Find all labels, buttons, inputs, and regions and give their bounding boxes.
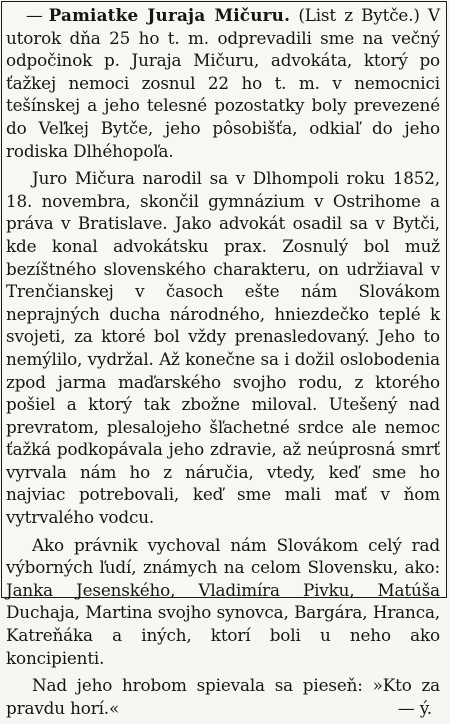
heading-dash: — (26, 5, 43, 25)
article-column (6, 4, 440, 724)
article-paragraph-4: Nad jeho hrobom spievala sa pieseň: »Kto za pravdu horí.« (6, 675, 440, 718)
article-headline: Pamiatke Juraja Mičuru. (48, 5, 291, 25)
article-paragraph-2: Juro Mičura narodil sa v Dlhompoli roku 1852, 18. novembra, skončil gymnázium v Ostrihome a práva v Bratislave. Jako advokát osadil sa v Bytči, kde konal advokátsku prax. Zosnulý bol muž bezíštného slovenského charakteru, on udržiaval v Trenčianskej v časoch ešte nám Slovákom neprajných ducha národného, hniezdečko teplé k svojeti, za ktoré bol vždy prenasledovaný. Jeho to nemýlilo, vydržal. Až konečne sa i dožil oslobodenia zpod jarma maďarského svojho rodu, z ktorého pošiel a ktorý tak zbožne miloval. Utešený nad prevratom, plesalojeho šľachetné srdce ale nemoc ťažká podkopávala jeho zdravie, až neúprosná smrť vyrvala nám ho z náručia, vtedy, keď sme ho najviac potrebovali, keď sme mali mať v ňom vytrvalého vodcu. (6, 168, 440, 528)
article-paragraph-1: V utorok dňa 25 ho t. m. odprevadili sme na večný odpočinok p. Juraja Mičuru, advokáta, ktorý po ťažkej nemoci zosnul 22 ho t. m. v nemocnici tešínskej a jeho telesné pozostatky boly prevezené do Veľkej Bytče, jeho pôsobišťa, odkiaľ do jeho rodiska Dlhéhopoľa. (6, 5, 440, 161)
article-paragraph-3: Ako právnik vychoval nám Slovákom celý rad výborných ľudí, známych na celom Slovensku, ako: Janka Jesenského, Vladimíra Pivku, Matúša Duchaja, Martina svojho synovca, Bargára, Hranca, Katreňáka a iných, ktorí boli u neho ako koncipienti. (6, 534, 440, 668)
article-heading-paragraph (6, 4, 440, 162)
article-closing-paragraph (6, 674, 440, 719)
newspaper-clipping (1, 1, 447, 718)
article-source: (List z Bytče.) (298, 5, 420, 25)
author-signature: — ý. (397, 697, 432, 718)
